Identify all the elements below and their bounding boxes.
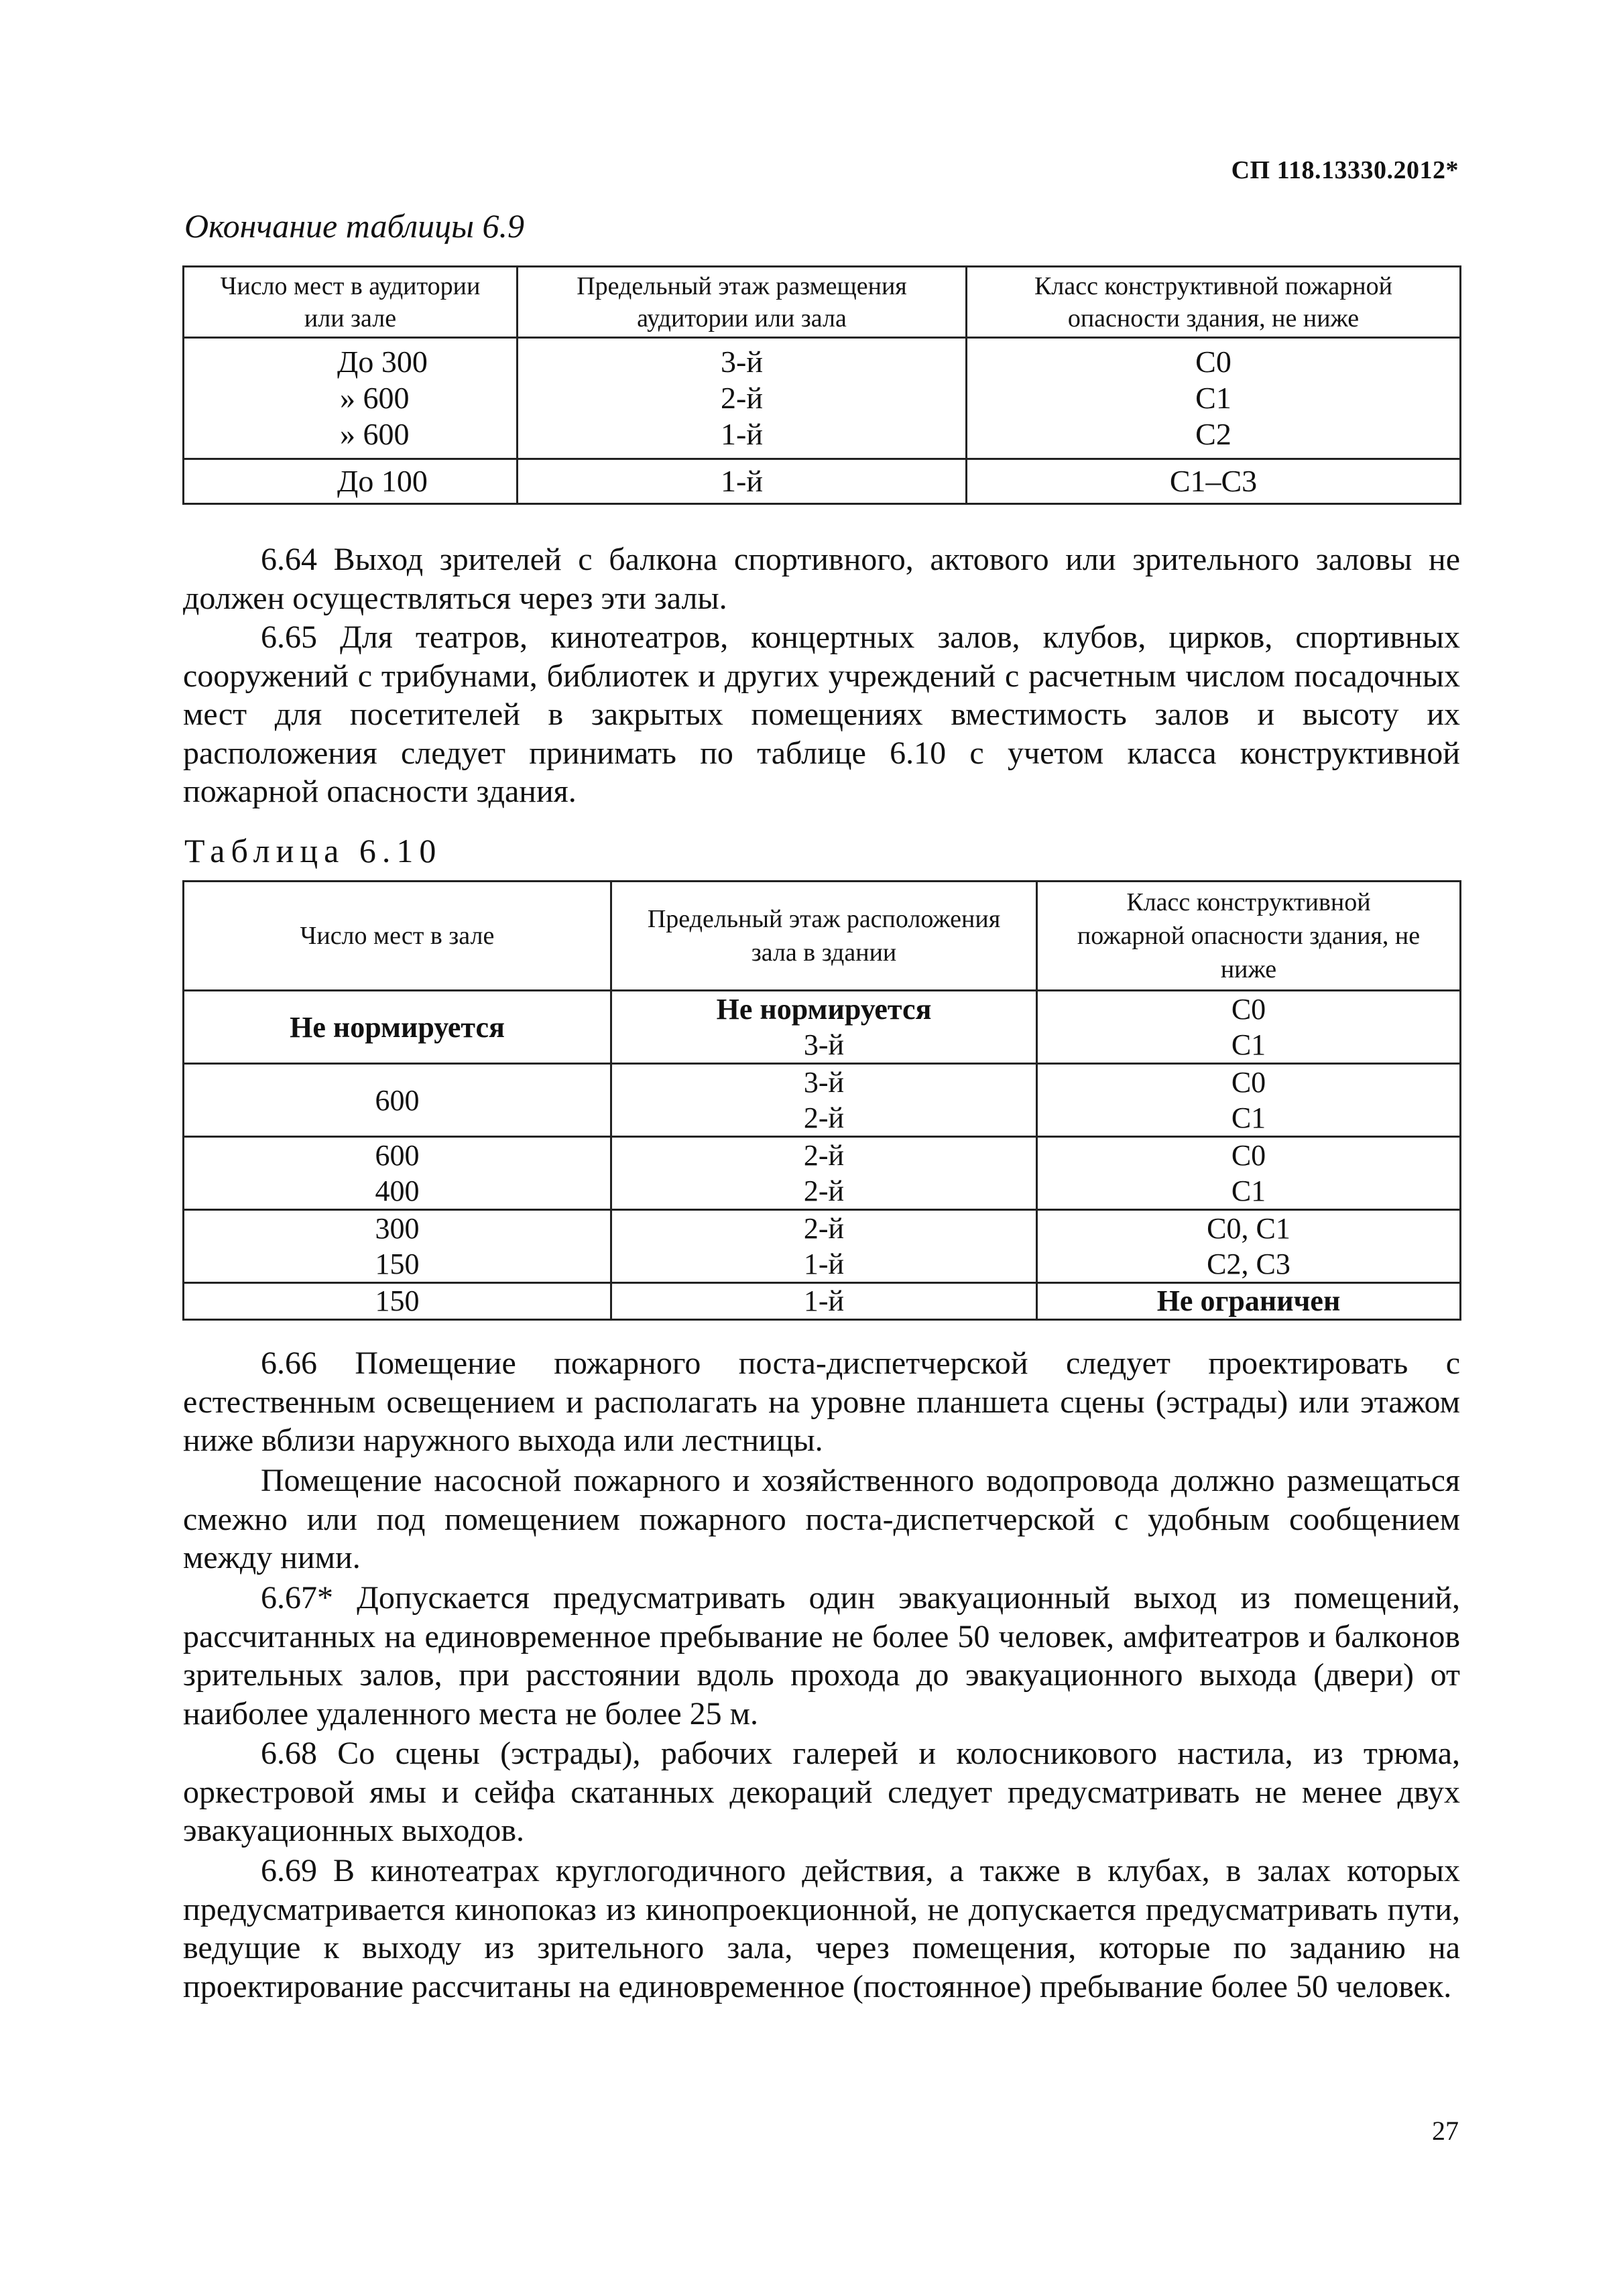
paragraph-6-66: 6.66 Помещение пожарного поста-диспетчерской следует проектировать с естественным освещением и располагать на уровне планшета сцены (эстрады) или этажом ниже вблизи наружного выхода или лестницы. (183, 1345, 1460, 1458)
header-cell: Класс конструктивной пожарной опасности здания, не ниже (967, 267, 1461, 338)
paragraph-6-68: 6.68 Со сцены (эстрады), рабочих галерей и колосникового настила, из трюма, оркестровой ямы и сейфа скатанных декораций следует предусматривать не менее двух эвакуационных выходов. (183, 1736, 1460, 1848)
document-code: СП 118.13330.2012* (1231, 156, 1459, 184)
table-6-9-caption: Окончание таблицы 6.9 (184, 207, 525, 245)
table-cell: С0 С1 (1037, 991, 1461, 1064)
table-6-9 (182, 265, 1461, 505)
table-cell: 600 (184, 1064, 611, 1137)
table-cell: 2-й 1-й (611, 1210, 1037, 1283)
table-cell: 600 400 (184, 1137, 611, 1210)
table-cell: До 300 » 600 » 600 (184, 338, 518, 459)
table-header-row (184, 267, 1461, 338)
table-row (184, 1137, 1461, 1210)
table-cell: С0 С1 (1037, 1137, 1461, 1210)
table-cell: С1–С3 (967, 459, 1461, 504)
page-number: 27 (1432, 2116, 1459, 2146)
paragraph-6-64: 6.64 Выход зрителей с балкона спортивного, актового или зрительного заловы не должен осуществляться через эти залы. (183, 542, 1460, 616)
table-header-row (184, 882, 1461, 991)
table-cell: 3-й 2-й 1-й (518, 338, 967, 459)
table-cell: 150 (184, 1283, 611, 1320)
paragraph-6-67: 6.67* Допускается предусматривать один эвакуационный выход из помещений, рассчитанных на единовременное пребывание не более 50 человек, амфитеатров и балконов зрительных залов, при расстоянии вдоль прохода до эвакуационного выхода (двери) от наиболее удаленного места не более 25 м. (183, 1580, 1460, 1732)
header-cell: Предельный этаж размещения аудитории или зала (518, 267, 967, 338)
table-cell: С0 С1 (1037, 1064, 1461, 1137)
table-cell: 300 150 (184, 1210, 611, 1283)
table-row (184, 1283, 1461, 1320)
table-row (184, 1210, 1461, 1283)
header-cell: Класс конструктивной пожарной опасности здания, не ниже (1037, 882, 1461, 991)
table-6-10 (182, 880, 1461, 1321)
table-row (184, 338, 1461, 459)
paragraph-6-66-continued: Помещение насосной пожарного и хозяйственного водопровода должно размещаться смежно или под помещением пожарного поста-диспетчерской с удобным сообщением между ними. (183, 1463, 1460, 1575)
table-cell: До 100 (184, 459, 518, 504)
header-cell: Число мест в аудитории или зале (184, 267, 518, 338)
header-cell: Предельный этаж расположения зала в здании (611, 882, 1037, 991)
paragraph-6-69: 6.69 В кинотеатрах круглогодичного действия, а также в клубах, в залах которых предусматривается кинопоказ из кинопроекционной, не допускается предусматривать пути, ведущие к выходу из зрительного зала, через помещения, которые по заданию на проектирование рассчитаны на единовременное (постоянное) пребывание более 50 человек. (183, 1853, 1460, 2004)
table-cell: 1-й (611, 1283, 1037, 1320)
table-cell: 3-й 2-й (611, 1064, 1037, 1137)
table-cell: Не нормируется 3-й (611, 991, 1037, 1064)
header-cell: Число мест в зале (184, 882, 611, 991)
table-row (184, 991, 1461, 1064)
table-cell: Не ограничен (1037, 1283, 1461, 1320)
table-row (184, 459, 1461, 504)
table-cell: 1-й (518, 459, 967, 504)
table-cell: С0, С1 С2, С3 (1037, 1210, 1461, 1283)
table-cell: С0 С1 С2 (967, 338, 1461, 459)
table-cell: Не нормируется (184, 991, 611, 1064)
table-cell: 2-й 2-й (611, 1137, 1037, 1210)
table-6-10-caption: Таблица 6.10 (184, 832, 442, 869)
table-row (184, 1064, 1461, 1137)
paragraph-6-65: 6.65 Для театров, кинотеатров, концертных залов, клубов, цирков, спортивных сооружений с трибунами, библиотек и других учреждений с расчетным числом посадочных мест для посетителей в закрытых помещениях вместимость залов и высоту их расположения следует принимать по таблице 6.10 с учетом класса конструктивной пожарной опасности здания. (183, 619, 1460, 809)
